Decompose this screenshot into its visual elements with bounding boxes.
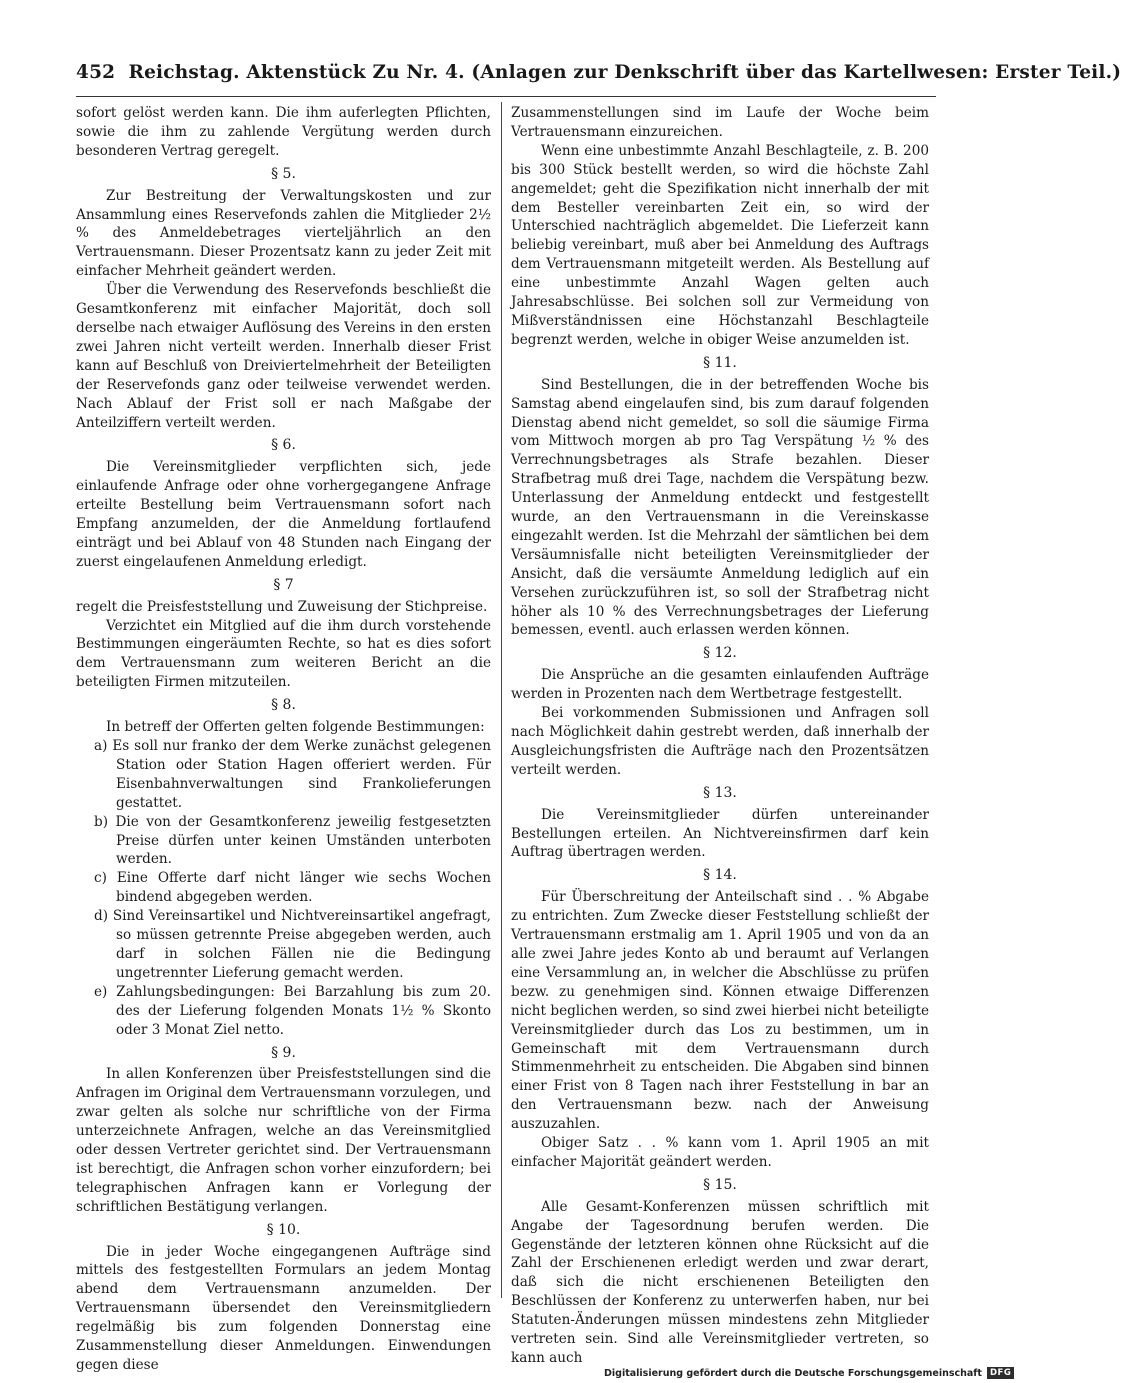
page-number: 452 — [76, 62, 116, 83]
right-paragraph: Wenn eine unbestimmte Anzahl Beschlagteile, z. B. 200 bis 300 Stück bestellt werden, so wird die höchste Zahl angemeldet; geht die Spezifikation nicht innerhalb der mit dem Besteller vereinbarten Zeit ein, so wird der Unterschied nachträglich abgemeldet. Die Lieferzeit kann beliebig vereinbart, muß aber bei Anmeldung des Auftrags dem Vertrauensmann mitgeteilt werden. Als Bestellung auf eine unbestimmte Anzahl Wagen gelten auch Jahresabschlüsse. Bei solchen soll zur Vermeidung von Mißverständnissen eine Höchstanzahl Beschlagteile begrenzt werden, welche in obiger Weise anzumelden ist. — [511, 142, 929, 348]
right-paragraph: Bei vorkommenden Submissionen und Anfragen soll nach Möglichkeit dahin gestrebt werden, daß innerhalb der Ausgleichungsfristen die Aufträge nach den Prozentsätzen verteilt werden. — [511, 705, 929, 778]
left-list-item: a) Es soll nur franko der dem Werke zunächst gelegenen Station oder Station Hagen offeriert werden. Für Eisenbahnverwaltungen sind Frankolieferungen gestattet. — [94, 738, 491, 811]
left-paragraph: Über die Verwendung des Reservefonds beschließt die Gesamtkonferenz mit einfacher Majorität, doch soll derselbe nach etwaiger Auflösung des Vereins in den ersten zwei Jahren nicht verteilt werden. Innerhalb dieser Frist kann auf Beschluß von Dreiviertelmehrheit der Beteiligten der Reservefonds ganz oder teilweise verwendet werden. Nach Ablauf der Frist soll er nach Maßgabe der Anteilziffern verteilt werden. — [76, 282, 491, 431]
header-rule — [76, 96, 936, 97]
dfg-logo: DFG — [987, 1367, 1014, 1379]
right-section-heading: § 13. — [703, 784, 737, 801]
left-section-heading: § 9. — [271, 1044, 296, 1061]
left-paragraph: Die Vereinsmitglieder verpflichten sich, jede einlaufende Anfrage oder ohne vorhergegangene Anfrage erteilte Bestellung beim Vertrauensmann sofort nach Empfang anzumelden, der die Anmeldung fortlaufend einträgt und bei Ablauf von 48 Stunden nach Eingang der zuerst eingelaufenen Anmeldung erledigt. — [76, 459, 491, 570]
left-section-heading: § 5. — [271, 165, 296, 182]
right-paragraph: Obiger Satz . . % kann vom 1. April 1905 an mit einfacher Majorität geändert werden. — [511, 1135, 929, 1170]
left-paragraph: sofort gelöst werden kann. Die ihm auferlegten Pflichten, sowie die ihm zu zahlende Vergütung werden durch besonderen Vertrag geregelt. — [76, 105, 491, 159]
left-section-heading: § 10. — [266, 1221, 301, 1238]
right-paragraph: Zusammenstellungen sind im Laufe der Woche beim Vertrauensmann einzureichen. — [511, 105, 929, 140]
left-list-item: c) Eine Offerte darf nicht länger wie sechs Wochen bindend abgegeben werden. — [94, 870, 491, 906]
right-section-heading: § 15. — [703, 1176, 737, 1193]
credit-text: Digitalisierung gefördert durch die Deutsche Forschungsgemeinschaft — [604, 1367, 982, 1379]
left-section-heading: § 8. — [271, 697, 296, 714]
digitization-credit — [604, 1366, 1012, 1380]
right-section-heading: § 12. — [703, 645, 737, 662]
right-paragraph: Sind Bestellungen, die in der betreffenden Woche bis Samstag abend eingelaufen sind, bis zum darauf folgenden Dienstag abend nicht gemeldet, so soll die säumige Firma vom Mittwoch morgen ab pro Tag Verspätung ½ % des Verrechnungsbetrages als Strafe bezahlen. Dieser Strafbetrag muß drei Tage, nachdem die Verspätung bezw. Unterlassung der Anmeldung entdeckt und festgestellt wurde, an den Vertrauensmann in die Vereinskasse eingezahlt werden. Ist die Mehrzahl der sämtlichen bei dem Versäumnisfalle nicht beteiligten Vereinsmitglieder der Ansicht, daß die versäumte Anmeldung lediglich auf ein Versehen zurückzuführen ist, so soll der Strafbetrag nicht höher als 10 % des Verrechnungsbetrages der Lieferung bemessen, eventl. auch erlassen werden können. — [511, 376, 929, 639]
left-list-item: d) Sind Vereinsartikel und Nichtvereinsartikel angefragt, so müssen getrennte Preise abgegeben werden, auch darf in solchen Fällen nie die Bedingung ungetrennter Lieferung gemacht werden. — [94, 908, 491, 981]
column-divider — [501, 102, 502, 1298]
left-paragraph: Verzichtet ein Mitglied auf die ihm durch vorstehende Bestimmungen eingeräumten Rechte, so hat es dies sofort dem Vertrauensmann zum weiteren Bericht an die beteiligten Firmen mitzuteilen. — [76, 617, 491, 691]
right-paragraph: Die Vereinsmitglieder dürfen untereinander Bestellungen erteilen. An Nichtvereinsfirmen darf kein Auftrag übertragen werden. — [511, 806, 929, 861]
left-column — [76, 104, 491, 1373]
right-column — [511, 104, 929, 1366]
right-section-heading: § 14. — [703, 867, 737, 884]
right-paragraph: Die Ansprüche an die gesamten einlaufenden Aufträge werden in Prozenten nach dem Wertbetrage festgestellt. — [511, 667, 929, 703]
left-section-heading: § 6. — [271, 437, 296, 454]
left-paragraph: In allen Konferenzen über Preisfeststellungen sind die Anfragen im Original dem Vertrauensmann vorzulegen, und zwar gelten als solche nur schriftliche von der Firma unterzeichnete Anfragen, welche an das Vereinsmitglied oder dessen Vertreter gerichtet sind. Der Vertrauensmann ist berechtigt, die Anfragen schon vorher einzufordern; bei telegraphischen Anfragen kann er Vorlegung der schriftlichen Bestätigung verlangen. — [76, 1066, 491, 1215]
left-list-item: e) Zahlungsbedingungen: Bei Barzahlung bis zum 20. des der Lieferung folgenden Monats 1½ % Skonto oder 3 Monat Ziel netto. — [94, 983, 491, 1038]
left-paragraph: regelt die Preisfeststellung und Zuweisung der Stichpreise. — [76, 598, 488, 615]
left-list-item: b) Die von der Gesamtkonferenz jeweilig festgesetzten Preise dürfen unter keinen Umständen unterboten werden. — [94, 813, 491, 868]
right-paragraph: Alle Gesamt-Konferenzen müssen schriftlich mit Angabe der Tagesordnung berufen werden. Die Gegenstände der letzteren können ohne Rücksicht auf die Zahl der Erschienenen erledigt werden und zwar derart, daß sich die nicht erschienenen Beteiligten den Beschlüssen der Konferenz zu unterwerfen haben, nur bei Statuten-Änderungen müssen mindestens zehn Mitglieder vertreten sein. Sind alle Vereinsmitglieder vertreten, so kann auch — [511, 1198, 929, 1366]
left-paragraph: In betreff der Offerten gelten folgende Bestimmungen: — [106, 719, 485, 736]
left-section-heading: § 7 — [273, 576, 294, 593]
left-paragraph: Zur Bestreitung der Verwaltungskosten und zur Ansammlung eines Reservefonds zahlen die Mitglieder 2½ % des Anmeldebetrages vierteljährlich an den Vertrauensmann. Dieser Prozentsatz kann zu jeder Zeit mit einfacher Mehrheit geändert werden. — [76, 187, 491, 280]
page-header — [76, 62, 1121, 92]
left-paragraph: Die in jeder Woche eingegangenen Aufträge sind mittels des festgestellten Formulars an jedem Montag abend dem Vertrauensmann anzumelden. Der Vertrauensmann übersendet den Vereinsmitgliedern regelmäßig bis zum folgenden Donnerstag eine Zusammenstellung dieser Anmeldungen. Einwendungen gegen diese — [76, 1243, 491, 1373]
right-section-heading: § 11. — [703, 354, 737, 371]
running-title: Reichstag. Aktenstück Zu Nr. 4. (Anlagen zur Denkschrift über das Kartellwesen: Erster Teil.) — [128, 62, 1121, 83]
right-paragraph: Für Überschreitung der Anteilschaft sind . . % Abgabe zu entrichten. Zum Zwecke dieser Feststellung schließt der Vertrauensmann erstmalig am 1. April 1905 und von da an alle zwei Jahre jedes Konto ab und beraumt auf Verlangen eine Versammlung an, in welcher die Abschlüsse zu prüfen bezw. zu genehmigen sind. Können etwaige Differenzen nicht beglichen werden, so sind zwei hierbei nicht beteiligte Vereinsmitglieder durch das Los zu bestimmen, um in Gemeinschaft mit dem Vertrauensmann durch Stimmenmehrheit zu entscheiden. Die Abgaben sind binnen einer Frist von 8 Tagen nach ihrer Feststellung in bar an den Vertrauensmann bezw. nach der Anweisung auszuzahlen. — [511, 889, 929, 1133]
